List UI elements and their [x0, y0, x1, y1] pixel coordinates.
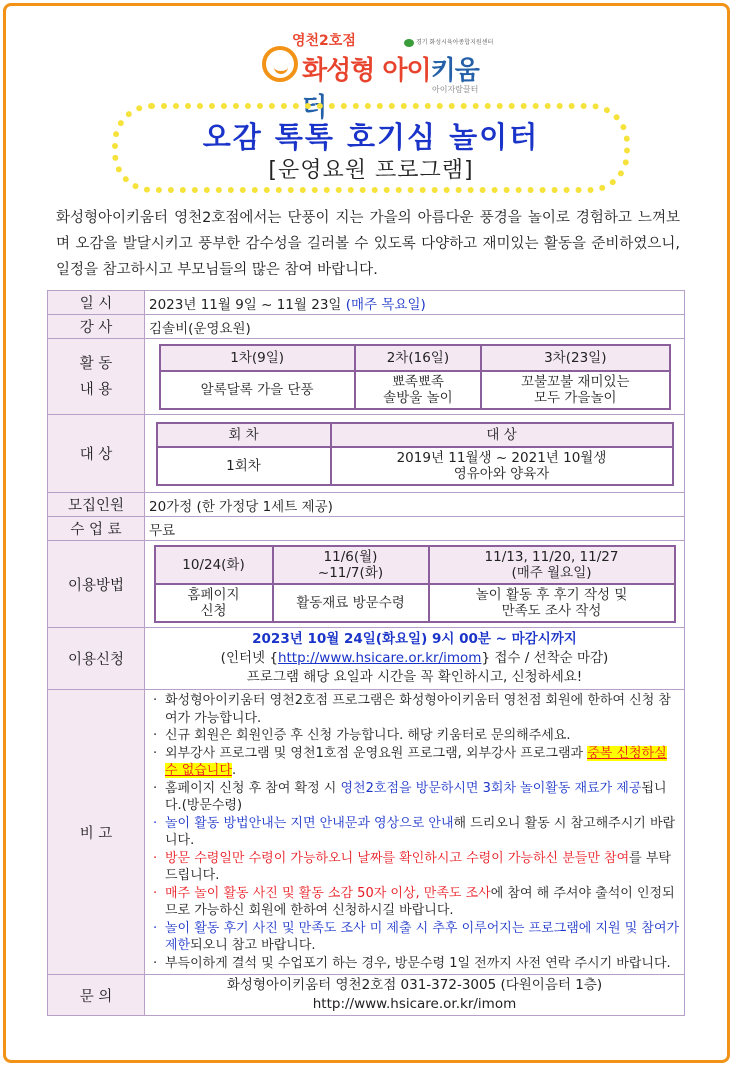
- target-header: 회 차: [157, 423, 331, 447]
- partner-icon: [404, 39, 414, 47]
- page-subtitle: [운영요원 프로그램]: [268, 158, 474, 183]
- activity-header: 1차(9일): [160, 345, 355, 371]
- target-audience: 2019년 11월생 ~ 2021년 10월생 영유아와 양육자: [331, 447, 673, 485]
- fee-value: 무료: [145, 517, 685, 541]
- teacher-label: 강 사: [48, 315, 145, 339]
- apply-note: 프로그램 해당 요일과 시간을 꼭 확인하시고, 신청하세요!: [246, 669, 583, 685]
- activity-table: [159, 344, 671, 410]
- activity-header: 2차(16일): [355, 345, 481, 371]
- usage-header: 10/24(화): [155, 546, 273, 584]
- usage-label: 이용방법: [48, 541, 145, 628]
- contact-label: 문 의: [48, 975, 145, 1016]
- intro-text: 화성형아이키움터 영천2호점에서는 단풍이 지는 가을의 아름다운 풍경을 놀이로 경험하고 느껴보며 오감을 발달시키고 풍부한 감수성을 길러볼 수 있도록 다양하고 재미있는 활동을 준비하였으니, 일정을 참고하시고 부모님들의 많은 참여 바랍니다.: [56, 210, 680, 278]
- date-value: 2023년 11월 9일 ~ 11월 23일 (매주 목요일): [145, 291, 685, 315]
- recruit-label: 모집인원: [48, 493, 145, 517]
- activity-header: 3차(23일): [481, 345, 669, 371]
- apply-period: 2023년 10월 24일(화요일) 9시 00분 ~ 마감시까지: [252, 631, 577, 647]
- page-title: 오감 톡톡 호기심 놀이터: [202, 120, 540, 154]
- note-item: · 놀이 활동 방법안내는 지면 안내문과 영상으로 안내해 드리오니 활동 시 참고해주시기 바랍니다.: [149, 815, 680, 850]
- logo-branch: 영천2호점: [292, 33, 356, 49]
- note-item: · 부득이하게 결석 및 수업포기 하는 경우, 방문수령 1일 전까지 사전 연락 주시기 바랍니다.: [149, 955, 680, 973]
- info-table: [47, 290, 685, 1016]
- target-round: 1회차: [157, 447, 331, 485]
- activity-item: 알록달록 가을 단풍: [160, 371, 355, 409]
- apply-link[interactable]: http://www.hsicare.or.kr/imom: [277, 650, 482, 666]
- activity-item: 꼬불꼬불 재미있는 모두 가을놀이: [481, 371, 669, 409]
- note-item: · 외부강사 프로그램 및 영천1호점 운영요원 프로그램, 외부강사 프로그램과 중복 신청하실 수 없습니다.: [149, 745, 680, 780]
- contact-info: 화성형아이키움터 영천2호점 031-372-3005 (다원이음터 1층): [226, 977, 603, 993]
- note-item: · 신규 회원은 회원인증 후 신청 가능합니다. 해당 키움터로 문의해주세요.: [149, 727, 680, 745]
- usage-header: 11/13, 11/20, 11/27 (매주 월요일): [429, 546, 675, 584]
- note-item: · 놀이 활동 후기 사진 및 만족도 조사 미 제출 시 추후 이루어지는 프로그램에 지원 및 참여가 제한되오니 참고 바랍니다.: [149, 920, 680, 955]
- note-item: · 홈페이지 신청 후 참여 확정 시 영천2호점을 방문하시면 3회차 놀이활동 재료가 제공됩니다.(방문수령): [149, 780, 680, 815]
- date-label: 일 시: [48, 291, 145, 315]
- note-item: · 방문 수령일만 수령이 가능하오니 날짜를 확인하시고 수령이 가능하신 분들만 참여를 부탁드립니다.: [149, 850, 680, 885]
- usage-item: 홈페이지 신청: [155, 584, 273, 622]
- notes-label: 비 고: [48, 690, 145, 975]
- partner-logo: 경기 화성시육아종합지원센터: [404, 37, 493, 47]
- target-table: [156, 422, 674, 486]
- notes-list: [149, 692, 680, 972]
- contact-link[interactable]: http://www.hsicare.or.kr/imom: [312, 996, 517, 1012]
- activity-item: 뾰족뾰족 솔방울 놀이: [355, 371, 481, 409]
- logo-tagline: 아이자람끌터: [432, 85, 479, 94]
- target-label: 대 상: [48, 415, 145, 493]
- usage-item: 활동재료 방문수령: [273, 584, 429, 622]
- apply-label: 이용신청: [48, 628, 145, 690]
- note-item: · 화성형아이키움터 영천2호점 프로그램은 화성형아이키움터 영천점 회원에 한하여 신청 참여가 가능합니다.: [149, 692, 680, 727]
- activity-label: 활 동 내 용: [48, 339, 145, 415]
- usage-table: [154, 545, 676, 623]
- note-item: · 매주 놀이 활동 사진 및 활동 소감 50자 이상, 만족도 조사에 참여 해 주셔야 출석이 인정되므로 가능하신 회원에 한하여 신청하시길 바랍니다.: [149, 885, 680, 920]
- recruit-value: 20가정 (한 가정당 1세트 제공): [145, 493, 685, 517]
- smile-icon: [262, 46, 298, 82]
- fee-label: 수 업 료: [48, 517, 145, 541]
- target-header: 대 상: [331, 423, 673, 447]
- usage-header: 11/6(월) ~11/7(화): [273, 546, 429, 584]
- usage-item: 놀이 활동 후 후기 작성 및 만족도 조사 작성: [429, 584, 675, 622]
- teacher-value: 김솔비(운영요원): [145, 315, 685, 339]
- apply-method: (인터넷 {http://www.hsicare.or.kr/imom} 접수 / 선착순 마감): [220, 650, 609, 666]
- logo-name: 화성형 아이키움터: [302, 56, 479, 123]
